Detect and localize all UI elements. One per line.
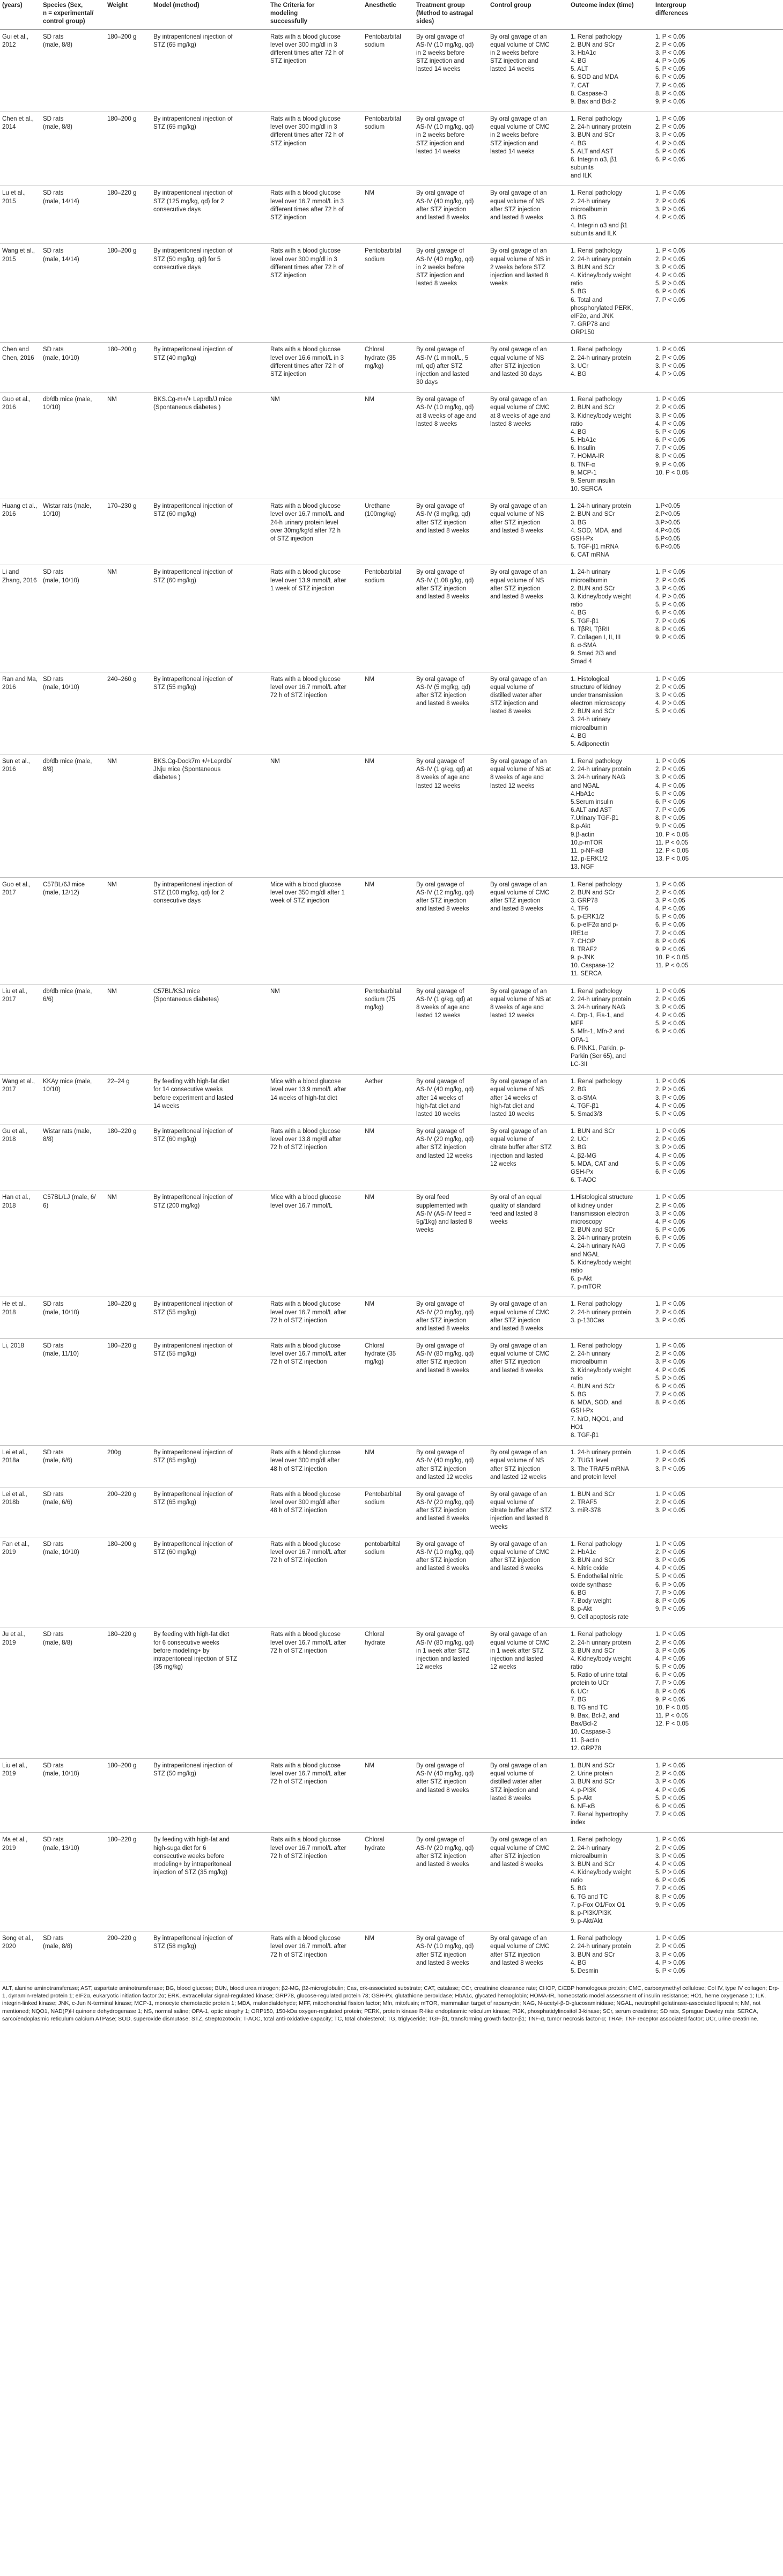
outcome-cell: 1. 24-h urinary microalbumin 2. BUN and SCr 3. Kidney/body weight ratio 4. BG 5. TGF-β1 6. TβRI, TβRII 7. Collagen I, II, III 8. α-SMA 9. Smad 2/3 and Smad 4: [568, 565, 653, 672]
intergroup-diff-cell: 1. P < 0.05 2. P < 0.05 3. P < 0.05 4. P > 0.05 5. P < 0.05: [653, 1931, 783, 1981]
model-cell: By intraperitoneal injection of STZ (40 mg/kg): [151, 343, 268, 393]
control-cell: By oral gavage of an equal volume of NS after STZ injection and lasted 30 days: [488, 343, 568, 393]
control-cell: By oral gavage of an equal volume of distilled water after STZ injection and lasted 8 weeks: [488, 672, 568, 754]
model-cell: By intraperitoneal injection of STZ (60 mg/kg): [151, 499, 268, 565]
control-cell: By oral gavage of an equal volume of NS after STZ injection and lasted 8 weeks: [488, 186, 568, 244]
criteria-cell: Rats with a blood glucose level over 16.7 mmol/L in 3 different times after 72 h of STZ injection: [268, 186, 363, 244]
weight-cell: 180–220 g: [105, 186, 151, 244]
species-cell: SD rats (male, 11/10): [41, 1339, 105, 1446]
model-cell: BKS.Cg-Dock7m +/+Leprdb/ JNju mice (Spontaneous diabetes ): [151, 754, 268, 877]
anesthetic-cell: NM: [363, 1124, 414, 1190]
anesthetic-cell: Pentobarbital sodium: [363, 565, 414, 672]
anesthetic-cell: Pentobarbital sodium: [363, 112, 414, 186]
criteria-cell: Rats with a blood glucose level over 16.7 mmol/L after 72 h of STZ injection: [268, 1627, 363, 1759]
intergroup-diff-cell: 1. P < 0.05 2. P < 0.05 3. P < 0.05 4. P < 0.05 5. P < 0.05 6. P < 0.05 7. P < 0.05: [653, 1190, 783, 1297]
criteria-cell: Rats with a blood glucose level over 13.8 mg/dl after 72 h of STZ injection: [268, 1124, 363, 1190]
outcome-cell: 1. Renal pathology 2. HbA1c 3. BUN and SCr 4. Nitric oxide 5. Endothelial nitric oxide synthase 6. BG 7. Body weight 8. p-Akt 9. Cell apoptosis rate: [568, 1537, 653, 1627]
species-cell: db/db mice (male, 6/6): [41, 984, 105, 1075]
outcome-cell: 1. Renal pathology 2. 24-h urinary protein 3. p-130Cas: [568, 1297, 653, 1339]
anesthetic-cell: NM: [363, 877, 414, 984]
anesthetic-cell: NM: [363, 672, 414, 754]
criteria-cell: NM: [268, 393, 363, 499]
intergroup-diff-cell: 1. P < 0.05 2. P < 0.05 3. P < 0.05 4. P > 0.05 5. P < 0.05: [653, 672, 783, 754]
outcome-cell: 1. 24-h urinary protein 2. TUG1 level 3. The TRAF5 mRNA and protein level: [568, 1446, 653, 1487]
weight-cell: 180–220 g: [105, 1339, 151, 1446]
study-cell: Lei et al., 2018b: [0, 1487, 41, 1537]
study-cell: Ju et al., 2019: [0, 1627, 41, 1759]
anesthetic-cell: pentobarbital sodium: [363, 1537, 414, 1627]
outcome-cell: 1. Renal pathology 2. 24-h urinary microalbumin 3. BG 4. Integrin α3 and β1 subunits and ILK: [568, 186, 653, 244]
species-cell: SD rats (male, 10/10): [41, 1537, 105, 1627]
table-row: [0, 186, 783, 244]
weight-cell: 180–220 g: [105, 1833, 151, 1931]
species-cell: SD rats (male, 8/8): [41, 112, 105, 186]
table-row: [0, 984, 783, 1075]
outcome-cell: 1. Renal pathology 2. 24-h urinary protein 3. 24-h urinary NAG 4. Drp-1, Fis-1, and MFF 5. Mfn-1, Mfn-2 and OPA-1 6. PINK1, Parkin, p- Parkin (Ser 65), and LC-3II: [568, 984, 653, 1075]
model-cell: By intraperitoneal injection of STZ (65 mg/kg): [151, 29, 268, 112]
intergroup-diff-cell: 1. P < 0.05 2. P < 0.05 3. P < 0.05 4. P < 0.05 5. P < 0.05 6. P < 0.05: [653, 984, 783, 1075]
control-cell: By oral gavage of an equal volume of distilled water after STZ injection and lasted 8 weeks: [488, 1759, 568, 1833]
treatment-cell: By oral gavage of AS-IV (1 g/kg, qd) at 8 weeks of age and lasted 12 weeks: [414, 984, 488, 1075]
study-cell: Gu et al., 2018: [0, 1124, 41, 1190]
table-row: [0, 1124, 783, 1190]
criteria-cell: NM: [268, 754, 363, 877]
weight-cell: 180–220 g: [105, 1627, 151, 1759]
study-cell: Gui et al., 2012: [0, 29, 41, 112]
study-cell: Ran and Ma, 2016: [0, 672, 41, 754]
anesthetic-cell: Pentobarbital sodium: [363, 29, 414, 112]
criteria-cell: Rats with a blood glucose level over 16.7 mmol/L after 72 h of STZ injection: [268, 1297, 363, 1339]
intergroup-diff-cell: 1. P < 0.05 2. P < 0.05 3. P < 0.05 4. P > 0.05: [653, 343, 783, 393]
outcome-cell: 1. Histological structure of kidney under transmission electron microscopy 2. BUN and SCr 3. 24-h urinary microalbumin 4. BG 5. Adiponectin: [568, 672, 653, 754]
species-cell: SD rats (male, 14/14): [41, 244, 105, 343]
model-cell: By intraperitoneal injection of STZ (65 mg/kg): [151, 1446, 268, 1487]
criteria-cell: Mice with a blood glucose level over 16.7 mmol/L: [268, 1190, 363, 1297]
anesthetic-cell: NM: [363, 1759, 414, 1833]
outcome-cell: 1. 24-h urinary protein 2. BUN and SCr 3. BG 4. SOD, MDA, and GSH-Px 5. TGF-β1 mRNA 6. CAT mRNA: [568, 499, 653, 565]
table-row: [0, 1627, 783, 1759]
species-cell: SD rats (male, 10/10): [41, 672, 105, 754]
species-cell: SD rats (male, 14/14): [41, 186, 105, 244]
model-cell: By intraperitoneal injection of STZ (60 mg/kg): [151, 1537, 268, 1627]
study-cell: Liu et al., 2019: [0, 1759, 41, 1833]
species-cell: db/db mice (male, 10/10): [41, 393, 105, 499]
study-cell: Li, 2018: [0, 1339, 41, 1446]
outcome-cell: 1. Renal pathology 2. 24-h urinary protein 3. 24-h urinary NAG and NGAL 4.HbA1c 5.Serum insulin 6.ALT and AST 7.Urinary TGF-β1 8.p-Akt 9.β-actin 10.p-mTOR 11. p-NF-κB 12. p-ERK1/2 13. NGF: [568, 754, 653, 877]
species-cell: SD rats (male, 10/10): [41, 1297, 105, 1339]
treatment-cell: By oral gavage of AS-IV (1.08 g/kg, qd) after STZ injection and lasted 8 weeks: [414, 565, 488, 672]
treatment-cell: By oral gavage of AS-IV (5 mg/kg, qd) after STZ injection and lasted 8 weeks: [414, 672, 488, 754]
study-cell: Wang et al., 2015: [0, 244, 41, 343]
criteria-cell: Rats with a blood glucose level over 16.7 mmol/L after 72 h of STZ injection: [268, 1759, 363, 1833]
treatment-cell: By oral gavage of AS-IV (40 mg/kg, qd) after 14 weeks of high-fat diet and lasted 10 weeks: [414, 1075, 488, 1124]
treatment-cell: By oral gavage of AS-IV (20 mg/kg, qd) after STZ injection and lasted 8 weeks: [414, 1487, 488, 1537]
weight-cell: 200–220 g: [105, 1487, 151, 1537]
column-header: The Criteria for modeling successfully: [268, 0, 363, 29]
column-header: Intergroup differences: [653, 0, 783, 29]
weight-cell: NM: [105, 984, 151, 1075]
treatment-cell: By oral gavage of AS-IV (10 mg/kg, qd) in 2 weeks before STZ injection and lasted 14 weeks: [414, 112, 488, 186]
weight-cell: NM: [105, 877, 151, 984]
column-header: Control group: [488, 0, 568, 29]
column-header: Treatment group (Method to astragal sides): [414, 0, 488, 29]
criteria-cell: Rats with a blood glucose level over 16.7 mmol/L after 72 h of STZ injection: [268, 1339, 363, 1446]
outcome-cell: 1.Histological structure of kidney under transmission electron microscopy 2. BUN and SCr 3. 24-h urinary protein 4. 24-h urinary NAG and NGAL 5. Kidney/body weight ratio 6. p-Akt 7. p-mTOR: [568, 1190, 653, 1297]
treatment-cell: By oral gavage of AS-IV (10 mg/kg, qd) at 8 weeks of age and lasted 8 weeks: [414, 393, 488, 499]
outcome-cell: 1. Renal pathology 2. 24-h urinary protein 3. BUN and SCr 4. Kidney/body weight ratio 5. BG 6. Total and phosphorylated PERK, eIF2α, and JNK 7. GRP78 and ORP150: [568, 244, 653, 343]
criteria-cell: Rats with a blood glucose level over 300 mg/dl in 3 different times after 72 h of STZ injection: [268, 244, 363, 343]
outcome-cell: 1. Renal pathology 2. 24-h urinary protein 3. BUN and SCr 4. Kidney/body weight ratio 5. Ratio of urine total protein to UCr 6. UCr 7. BG 8. TG and TC 9. Bax, Bcl-2, and Bax/Bcl-2 10. Caspase-3 11. β-actin 12. GRP78: [568, 1627, 653, 1759]
outcome-cell: 1. Renal pathology 2. 24-h urinary protein 3. BUN and SCr 4. BG 5. ALT and AST 6. Integrin α3, β1 subunits and ILK: [568, 112, 653, 186]
treatment-cell: By oral gavage of AS-IV (10 mg/kg, qd) in 2 weeks before STZ injection and lasted 14 weeks: [414, 29, 488, 112]
control-cell: By oral gavage of an equal volume of NS in 2 weeks before STZ injection and lasted 8 weeks: [488, 244, 568, 343]
outcome-cell: 1. BUN and SCr 2. TRAF5 3. miR-378: [568, 1487, 653, 1537]
table-row: [0, 1833, 783, 1931]
intergroup-diff-cell: 1.P<0.05 2.P<0.05 3.P>0.05 4.P<0.05 5.P<0.05 6.P<0.05: [653, 499, 783, 565]
criteria-cell: Rats with a blood glucose level over 13.9 mmol/L after 1 week of STZ injection: [268, 565, 363, 672]
weight-cell: 180–200 g: [105, 1759, 151, 1833]
anesthetic-cell: Pentobarbital sodium: [363, 1487, 414, 1537]
treatment-cell: By oral gavage of AS-IV (10 mg/kg, qd) after STZ injection and lasted 8 weeks: [414, 1537, 488, 1627]
species-cell: KKAy mice (male, 10/10): [41, 1075, 105, 1124]
intergroup-diff-cell: 1. P < 0.05 2. P < 0.05 3. P < 0.05 4. P < 0.05 5. P > 0.05 6. P < 0.05 7. P < 0.05: [653, 244, 783, 343]
table-header: [0, 0, 783, 29]
study-cell: Li and Zhang, 2016: [0, 565, 41, 672]
model-cell: BKS.Cg-m+/+ Leprdb/J mice (Spontaneous diabetes ): [151, 393, 268, 499]
criteria-cell: Rats with a blood glucose level over 300 mg/dl after 48 h of STZ injection: [268, 1487, 363, 1537]
intergroup-diff-cell: 1. P < 0.05 2. P < 0.05 3. P < 0.05 4. P < 0.05 5. P < 0.05 6. P < 0.05 7. P < 0.05 8. P < 0.05 9. P < 0.05 10. P < 0.05: [653, 393, 783, 499]
study-cell: Huang et al., 2016: [0, 499, 41, 565]
column-header: Outcome index (time): [568, 0, 653, 29]
species-cell: SD rats (male, 8/8): [41, 1931, 105, 1981]
weight-cell: 240–260 g: [105, 672, 151, 754]
study-cell: Han et al., 2018: [0, 1190, 41, 1297]
column-header: Weight: [105, 0, 151, 29]
species-cell: SD rats (male, 6/6): [41, 1487, 105, 1537]
outcome-cell: 1. Renal pathology 2. BUN and SCr 3. GRP78 4. TF6 5. p-ERK1/2 6. p-eIF2α and p- IRE1α 7. CHOP 8. TRAF2 9. p-JNK 10. Caspase-12 11. SERCA: [568, 877, 653, 984]
anesthetic-cell: Chloral hydrate (35 mg/kg): [363, 343, 414, 393]
model-cell: By intraperitoneal injection of STZ (55 mg/kg): [151, 1339, 268, 1446]
outcome-cell: 1. Renal pathology 2. BUN and SCr 3. Kidney/body weight ratio 4. BG 5. HbA1c 6. Insulin 7. HOMA-IR 8. TNF-α 9. MCP-1 9. Serum insulin 10. SERCA: [568, 393, 653, 499]
table-row: [0, 29, 783, 112]
control-cell: By oral gavage of an equal volume of CMC after STZ injection and lasted 8 weeks: [488, 877, 568, 984]
treatment-cell: By oral gavage of AS-IV (10 mg/kg, qd) after STZ injection and lasted 8 weeks: [414, 1931, 488, 1981]
model-cell: By feeding with high-fat diet for 14 consecutive weeks before experiment and lasted 14 weeks: [151, 1075, 268, 1124]
model-cell: By feeding with high-fat diet for 6 consecutive weeks before modeling+ by intraperitoneal injection of STZ (35 mg/kg): [151, 1627, 268, 1759]
species-cell: Wistar rats (male, 10/10): [41, 499, 105, 565]
anesthetic-cell: NM: [363, 754, 414, 877]
intergroup-diff-cell: 1. P < 0.05 2. P < 0.05 3. P < 0.05 4. P < 0.05 5. P < 0.05 6. P < 0.05 7. P > 0.05 8. P < 0.05 9. P < 0.05 10. P < 0.05 11. P < 0.05 12. P < 0.05: [653, 1627, 783, 1759]
model-cell: By intraperitoneal injection of STZ (65 mg/kg): [151, 1487, 268, 1537]
anesthetic-cell: NM: [363, 186, 414, 244]
study-cell: Ma et al., 2019: [0, 1833, 41, 1931]
study-cell: Lei et al., 2018a: [0, 1446, 41, 1487]
table-row: [0, 877, 783, 984]
table-row: [0, 1487, 783, 1537]
intergroup-diff-cell: 1. P < 0.05 2. P > 0.05 3. P < 0.05 4. P < 0.05 5. P < 0.05: [653, 1075, 783, 1124]
outcome-cell: 1. Renal pathology 2. BUN and SCr 3. HbA1c 4. BG 5. ALT 6. SOD and MDA 7. CAT 8. Caspase-3 9. Bax and Bcl-2: [568, 29, 653, 112]
study-cell: Song et al., 2020: [0, 1931, 41, 1981]
table-row: [0, 672, 783, 754]
species-cell: C57BL/6J mice (male, 12/12): [41, 877, 105, 984]
control-cell: By oral gavage of an equal volume of NS after STZ injection and lasted 12 weeks: [488, 1446, 568, 1487]
table-row: [0, 244, 783, 343]
treatment-cell: By oral gavage of AS-IV (12 mg/kg, qd) after STZ injection and lasted 8 weeks: [414, 877, 488, 984]
species-cell: SD rats (male, 6/6): [41, 1446, 105, 1487]
species-cell: Wistar rats (male, 8/8): [41, 1124, 105, 1190]
weight-cell: 200–220 g: [105, 1931, 151, 1981]
species-cell: SD rats (male, 13/10): [41, 1833, 105, 1931]
intergroup-diff-cell: 1. P < 0.05 2. P < 0.05 3. P < 0.05: [653, 1446, 783, 1487]
outcome-cell: 1. BUN and SCr 2. UCr 3. BG 4. β2-MG 5. MDA, CAT and GSH-Px 6. T-AOC: [568, 1124, 653, 1190]
intergroup-diff-cell: 1. P < 0.05 2. P < 0.05 3. P < 0.05: [653, 1297, 783, 1339]
weight-cell: 200g: [105, 1446, 151, 1487]
anesthetic-cell: Chloral hydrate (35 mg/kg): [363, 1339, 414, 1446]
anesthetic-cell: Chloral hydrate: [363, 1833, 414, 1931]
column-header: Species (Sex, n = experimental/ control group): [41, 0, 105, 29]
anesthetic-cell: NM: [363, 393, 414, 499]
model-cell: By intraperitoneal injection of STZ (125 mg/kg, qd) for 2 consecutive days: [151, 186, 268, 244]
weight-cell: NM: [105, 754, 151, 877]
outcome-cell: 1. Renal pathology 2. 24-h urinary microalbumin 3. BUN and SCr 4. Kidney/body weight ratio 5. BG 6. TG and TC 7. p-Fox O1/Fox O1 8. p-PI3K/PI3K 9. p-Akt/Akt: [568, 1833, 653, 1931]
weight-cell: NM: [105, 1190, 151, 1297]
model-cell: By intraperitoneal injection of STZ (60 mg/kg): [151, 1124, 268, 1190]
criteria-cell: Rats with a blood glucose level over 16.7 mmol/L after 72 h of STZ injection: [268, 672, 363, 754]
column-header: Model (method): [151, 0, 268, 29]
column-header: Anesthetic: [363, 0, 414, 29]
intergroup-diff-cell: 1. P < 0.05 2. P < 0.05 3. P > 0.05 4. P < 0.05: [653, 186, 783, 244]
control-cell: By oral of an equal quality of standard feed and lasted 8 weeks: [488, 1190, 568, 1297]
study-cell: He et al., 2018: [0, 1297, 41, 1339]
control-cell: By oral gavage of an equal volume of CMC after STZ injection and lasted 8 weeks: [488, 1833, 568, 1931]
anesthetic-cell: Aether: [363, 1075, 414, 1124]
table-row: [0, 393, 783, 499]
intergroup-diff-cell: 1. P < 0.05 2. P < 0.05 3. P < 0.05 4. P < 0.05 5. P > 0.05 6. P < 0.05 7. P < 0.05 8. P < 0.05: [653, 1339, 783, 1446]
control-cell: By oral gavage of an equal volume of CMC after STZ injection and lasted 8 weeks: [488, 1931, 568, 1981]
table-row: [0, 1297, 783, 1339]
table-row: [0, 1537, 783, 1627]
intergroup-diff-cell: 1. P < 0.05 2. P < 0.05 3. P < 0.05 4. P > 0.05 5. P < 0.05 6. P < 0.05 7. P < 0.05 8. P < 0.05 9. P < 0.05: [653, 565, 783, 672]
outcome-cell: 1. Renal pathology 2. 24-h urinary protein 3. BUN and SCr 4. BG 5. Desmin: [568, 1931, 653, 1981]
control-cell: By oral gavage of an equal volume of NS at 8 weeks of age and lasted 12 weeks: [488, 754, 568, 877]
control-cell: By oral gavage of an equal volume of citrate buffer after STZ injection and lasted 12 weeks: [488, 1124, 568, 1190]
anesthetic-cell: NM: [363, 1931, 414, 1981]
table-row: [0, 565, 783, 672]
anesthetic-cell: NM: [363, 1190, 414, 1297]
study-cell: Chen and Chen, 2016: [0, 343, 41, 393]
column-header: (years): [0, 0, 41, 29]
criteria-cell: Rats with a blood glucose level over 16.7 mmol/L and 24-h urinary protein level over 30mg/kg/d after 72 h of STZ injection: [268, 499, 363, 565]
model-cell: By intraperitoneal injection of STZ (55 mg/kg): [151, 672, 268, 754]
outcome-cell: 1. Renal pathology 2. BG 3. α-SMA 4. TGF-β1 5. Smad3/3: [568, 1075, 653, 1124]
weight-cell: NM: [105, 393, 151, 499]
species-cell: SD rats (male, 10/10): [41, 343, 105, 393]
treatment-cell: By oral gavage of AS-IV (1 g/kg, qd) at 8 weeks of age and lasted 12 weeks: [414, 754, 488, 877]
model-cell: By intraperitoneal injection of STZ (100 mg/kg, qd) for 2 consecutive days: [151, 877, 268, 984]
treatment-cell: By oral gavage of AS-IV (40 mg/kg, qd) in 2 weeks before STZ injection and lasted 8 weeks: [414, 244, 488, 343]
control-cell: By oral gavage of an equal volume of CMC in 1 week after STZ injection and lasted 12 weeks: [488, 1627, 568, 1759]
control-cell: By oral gavage of an equal volume of CMC in 2 weeks before STZ injection and lasted 14 weeks: [488, 112, 568, 186]
intergroup-diff-cell: 1. P < 0.05 2. P < 0.05 3. P < 0.05 4. P > 0.05 5. P < 0.05 6. P < 0.05 7. P < 0.05 8. P < 0.05 9. P < 0.05: [653, 29, 783, 112]
intergroup-diff-cell: 1. P < 0.05 2. P < 0.05 3. P < 0.05 4. P < 0.05 5. P < 0.05 6. P < 0.05 7. P < 0.05 8. P < 0.05 9. P < 0.05 10. P < 0.05 11. P < 0.05: [653, 877, 783, 984]
model-cell: C57BL/KSJ mice (Spontaneous diabetes): [151, 984, 268, 1075]
control-cell: By oral gavage of an equal volume of NS at 8 weeks of age and lasted 12 weeks: [488, 984, 568, 1075]
intergroup-diff-cell: 1. P < 0.05 2. P < 0.05 3. P < 0.05: [653, 1487, 783, 1537]
treatment-cell: By oral gavage of AS-IV (20 mg/kg, qd) after STZ injection and lasted 8 weeks: [414, 1833, 488, 1931]
criteria-cell: Rats with a blood glucose level over 16.7 mmol/L after 72 h of STZ injection: [268, 1833, 363, 1931]
control-cell: By oral gavage of an equal volume of CMC after STZ injection and lasted 8 weeks: [488, 1297, 568, 1339]
table-row: [0, 499, 783, 565]
table-row: [0, 1339, 783, 1446]
anesthetic-cell: Pentobarbital sodium: [363, 244, 414, 343]
treatment-cell: By oral gavage of AS-IV (3 mg/kg, qd) after STZ injection and lasted 8 weeks: [414, 499, 488, 565]
study-cell: Fan et al., 2019: [0, 1537, 41, 1627]
weight-cell: 180–200 g: [105, 343, 151, 393]
model-cell: By feeding with high-fat and high-suga diet for 6 consecutive weeks before modeling+ by intraperitoneal injection of STZ (35 mg/kg): [151, 1833, 268, 1931]
table-body: [0, 29, 783, 1981]
weight-cell: 180–200 g: [105, 244, 151, 343]
treatment-cell: By oral gavage of AS-IV (40 mg/kg, qd) after STZ injection and lasted 8 weeks: [414, 186, 488, 244]
model-cell: By intraperitoneal injection of STZ (200 mg/kg): [151, 1190, 268, 1297]
anesthetic-cell: Urethane (100mg/kg): [363, 499, 414, 565]
intergroup-diff-cell: 1. P < 0.05 2. P < 0.05 3. P < 0.05 4. P < 0.05 5. P > 0.05 6. P < 0.05 7. P < 0.05 8. P < 0.05 9. P < 0.05: [653, 1833, 783, 1931]
treatment-cell: By oral gavage of AS-IV (40 mg/kg, qd) after STZ injection and lasted 12 weeks: [414, 1446, 488, 1487]
anesthetic-cell: Pentobarbital sodium (75 mg/kg): [363, 984, 414, 1075]
treatment-cell: By oral gavage of AS-IV (40 mg/kg, qd) after STZ injection and lasted 8 weeks: [414, 1759, 488, 1833]
treatment-cell: By oral gavage of AS-IV (20 mg/kg, qd) after STZ injection and lasted 8 weeks: [414, 1297, 488, 1339]
model-cell: By intraperitoneal injection of STZ (50 mg/kg): [151, 1759, 268, 1833]
intergroup-diff-cell: 1. P < 0.05 2. P < 0.05 3. P < 0.05 4. P < 0.05 5. P < 0.05 6. P < 0.05 7. P < 0.05 8. P < 0.05 9. P < 0.05 10. P < 0.05 11. P < 0.05 12. P < 0.05 13. P < 0.05: [653, 754, 783, 877]
weight-cell: 180–220 g: [105, 1297, 151, 1339]
header-row: [0, 0, 783, 29]
criteria-cell: Mice with a blood glucose level over 350 mg/dl after 1 week of STZ injection: [268, 877, 363, 984]
outcome-cell: 1. Renal pathology 2. 24-h urinary microalbumin 3. Kidney/body weight ratio 4. BUN and SCr 5. BG 6. MDA, SOD, and GSH-Px 7. NrD, NQO1, and HO1 8. TGF-β1: [568, 1339, 653, 1446]
table-row: [0, 754, 783, 877]
outcome-cell: 1. Renal pathology 2. 24-h urinary protein 3. UCr 4. BG: [568, 343, 653, 393]
anesthetic-cell: NM: [363, 1297, 414, 1339]
weight-cell: 180–220 g: [105, 1124, 151, 1190]
anesthetic-cell: NM: [363, 1446, 414, 1487]
weight-cell: 170–230 g: [105, 499, 151, 565]
table-row: [0, 112, 783, 186]
table-row: [0, 1931, 783, 1981]
model-cell: By intraperitoneal injection of STZ (58 mg/kg): [151, 1931, 268, 1981]
criteria-cell: Rats with a blood glucose level over 16.6 mmol/L in 3 different times after 72 h of STZ injection: [268, 343, 363, 393]
treatment-cell: By oral gavage of AS-IV (80 mg/kg, qd) after STZ injection and lasted 8 weeks: [414, 1339, 488, 1446]
table-row: [0, 343, 783, 393]
table-row: [0, 1190, 783, 1297]
criteria-cell: Rats with a blood glucose level over 16.7 mmol/L after 72 h of STZ injection: [268, 1931, 363, 1981]
treatment-cell: By oral gavage of AS-IV (80 mg/kg, qd) in 1 week after STZ injection and lasted 12 weeks: [414, 1627, 488, 1759]
control-cell: By oral gavage of an equal volume of CMC after STZ injection and lasted 8 weeks: [488, 1339, 568, 1446]
table-row: [0, 1759, 783, 1833]
model-cell: By intraperitoneal injection of STZ (65 mg/kg): [151, 112, 268, 186]
abbreviations-footnote: ALT, alanine aminotransferase; AST, aspartate aminotransferase; BG, blood glucose; BUN, blood urea nitrogen; β2-MG, β2-microglobulin; Cas, crk-associated substrate; CAT, catalase; CCr, creatinine clearance rate; CHOP, C/EBP homologous protein; CMC, carboxymethyl cellulose; Col IV, type IV collagen; Drp-1, dynamin-related protein 1; eIF2α, eukaryotic initiation factor 2α; ERK, extracellular signal-regulated kinase; GRP78, glucose-regulated protein 78; GSH-Px, glutathione peroxidase; HbA1c, glycated hemoglobin; HOMA-IR, homeostatic model assessment of insulin resistance; HO1, heme oxygenase 1; ILK, integrin-linked kinase; JNK, c-Jun N-terminal kinase; MCP-1, monocyte chemotactic protein 1; MDA, malondialdehyde; MFF, mitochondrial fission factor; Mfn, mitofusin; mTOR, mammalian target of rapamycin; NAG, N-acetyl-β-D-glucosaminidase; NGAL, neutrophil gelatinase-associated lipocalin; NM, not mentioned; NQO1, NAD(P)H quinone dehydrogenase 1; NS, normal saline; OPA-1, optic atrophy 1; ORP150, 150-kDa oxygen-regulated protein; PERK, protein kinase R-like endoplasmic reticulum kinase; PI3K, phosphatidylinositol 3-kinase; SCr, serum creatinine; SD rats, Sprague Dawley rats; SERCA, sarco/endoplasmic reticulum calcium ATPase; SOD, superoxide dismutase; STZ, streptozotocin; T-AOC, total anti-oxidative capacity; TC, total cholesterol; TG, triglyceride; TGF-β1, transforming growth factor-β1; TNF-α, tumor necrosis factor-α; TRAF, TNF receptor associated factor; UCr, urine creatinine.: [0, 1981, 783, 2026]
outcome-cell: 1. BUN and SCr 2. Urine protein 3. BUN and SCr 4. p-PI3K 5. p-Akt 6. NF-κB 7. Renal hypertrophy index: [568, 1759, 653, 1833]
criteria-cell: NM: [268, 984, 363, 1075]
criteria-cell: Rats with a blood glucose level over 300 mg/dl in 3 different times after 72 h of STZ injection: [268, 112, 363, 186]
study-cell: Liu et al., 2017: [0, 984, 41, 1075]
intergroup-diff-cell: 1. P < 0.05 2. P < 0.05 3. P < 0.05 4. P > 0.05 5. P < 0.05 6. P < 0.05: [653, 112, 783, 186]
weight-cell: 180–200 g: [105, 29, 151, 112]
control-cell: By oral gavage of an equal volume of CMC in 2 weeks before STZ injection and lasted 14 weeks: [488, 29, 568, 112]
control-cell: By oral gavage of an equal volume of citrate buffer after STZ injection and lasted 8 weeks: [488, 1487, 568, 1537]
weight-cell: NM: [105, 565, 151, 672]
control-cell: By oral gavage of an equal volume of CMC after STZ injection and lasted 8 weeks: [488, 1537, 568, 1627]
treatment-cell: By oral gavage of AS-IV (20 mg/kg, qd) after STZ injection and lasted 12 weeks: [414, 1124, 488, 1190]
control-cell: By oral gavage of an equal volume of NS after 14 weeks of high-fat diet and lasted 10 weeks: [488, 1075, 568, 1124]
species-cell: SD rats (male, 10/10): [41, 565, 105, 672]
weight-cell: 22–24 g: [105, 1075, 151, 1124]
study-cell: Guo et al., 2017: [0, 877, 41, 984]
table-footer: [0, 1981, 783, 2026]
table-row: [0, 1075, 783, 1124]
control-cell: By oral gavage of an equal volume of NS after STZ injection and lasted 8 weeks: [488, 499, 568, 565]
treatment-cell: By oral feed supplemented with AS-IV (AS-IV feed = 5g/1kg) and lasted 8 weeks: [414, 1190, 488, 1297]
study-cell: Sun et al., 2016: [0, 754, 41, 877]
intergroup-diff-cell: 1. P < 0.05 2. P < 0.05 3. P < 0.05 4. P < 0.05 5. P < 0.05 6. P > 0.05 7. P > 0.05 8. P < 0.05 9. P < 0.05: [653, 1537, 783, 1627]
criteria-cell: Mice with a blood glucose level over 13.9 mmol/L after 14 weeks of high-fat diet: [268, 1075, 363, 1124]
intergroup-diff-cell: 1. P < 0.05 2. P < 0.05 3. P > 0.05 4. P < 0.05 5. P < 0.05 6. P < 0.05: [653, 1124, 783, 1190]
study-cell: Lu et al., 2015: [0, 186, 41, 244]
treatment-cell: By oral gavage of AS-IV (1 mmol/L, 5 ml, qd) after STZ injection and lasted 30 days: [414, 343, 488, 393]
control-cell: By oral gavage of an equal volume of NS after STZ injection and lasted 8 weeks: [488, 565, 568, 672]
intergroup-diff-cell: 1. P < 0.05 2. P < 0.05 3. P < 0.05 4. P < 0.05 5. P < 0.05 6. P < 0.05 7. P < 0.05: [653, 1759, 783, 1833]
criteria-cell: Rats with a blood glucose level over 16.7 mmol/L after 72 h of STZ injection: [268, 1537, 363, 1627]
criteria-cell: Rats with a blood glucose level over 300 mg/dl in 3 different times after 72 h of STZ injection: [268, 29, 363, 112]
species-cell: SD rats (male, 10/10): [41, 1759, 105, 1833]
study-cell: Chen et al., 2014: [0, 112, 41, 186]
weight-cell: 180–200 g: [105, 112, 151, 186]
weight-cell: 180–200 g: [105, 1537, 151, 1627]
species-cell: SD rats (male, 8/8): [41, 29, 105, 112]
anesthetic-cell: Chloral hydrate: [363, 1627, 414, 1759]
control-cell: By oral gavage of an equal volume of CMC at 8 weeks of age and lasted 8 weeks: [488, 393, 568, 499]
table-row: [0, 1446, 783, 1487]
criteria-cell: Rats with a blood glucose level over 300 mg/dl after 48 h of STZ injection: [268, 1446, 363, 1487]
species-cell: db/db mice (male, 8/8): [41, 754, 105, 877]
model-cell: By intraperitoneal injection of STZ (60 mg/kg): [151, 565, 268, 672]
model-cell: By intraperitoneal injection of STZ (50 mg/kg, qd) for 5 consecutive days: [151, 244, 268, 343]
model-cell: By intraperitoneal injection of STZ (55 mg/kg): [151, 1297, 268, 1339]
species-cell: SD rats (male, 8/8): [41, 1627, 105, 1759]
study-cell: Guo et al., 2016: [0, 393, 41, 499]
species-cell: C57BL/LJ (male, 6/ 6): [41, 1190, 105, 1297]
study-cell: Wang et al., 2017: [0, 1075, 41, 1124]
